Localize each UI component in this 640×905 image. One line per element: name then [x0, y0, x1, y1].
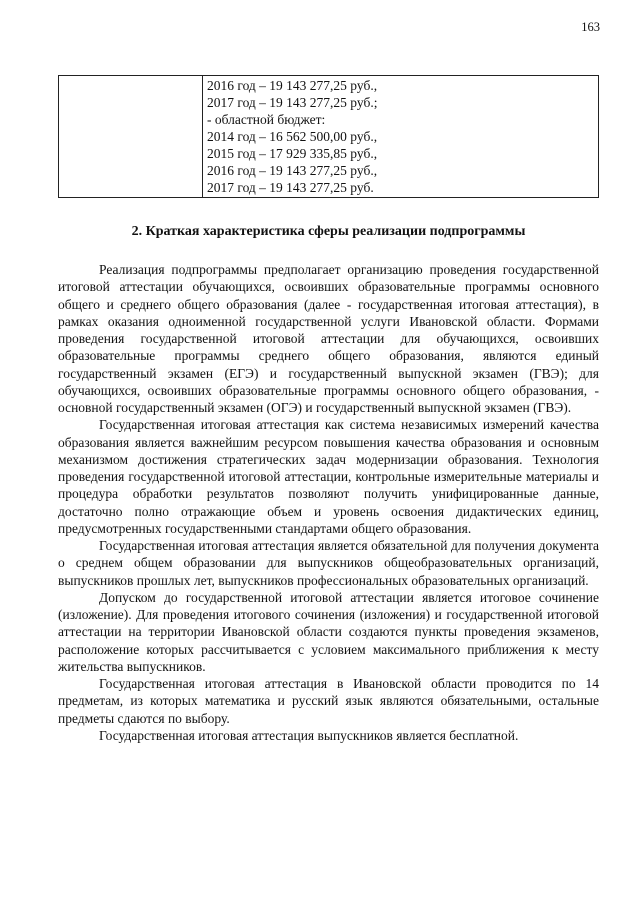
paragraph: Допуском до государственной итоговой аттестации является итоговое сочинение (изложение). Для проведения итогового сочинения (изложения) и государственной итоговой аттестации на территории Ивановской области создаются пункты проведения экзаменов, расположение которых рассчитывается с условием максимального приближения к месту жительства выпускников. [58, 589, 599, 674]
funding-line: - областной бюджет: [207, 112, 326, 127]
funding-line: 2017 год – 19 143 277,25 руб. [207, 180, 374, 195]
section-body [58, 261, 599, 744]
paragraph: Государственная итоговая аттестация как система независимых измерений качества образования является важнейшим ресурсом повышения качества образования и основным механизмом достижения стратегических задач модернизации образования. Технология проведения государственной итоговой аттестации, контрольные измерительные материалы и процедура обработки результатов позволяют получить унифицированные данные, достаточно полно отражающие объем и уровень освоения дидактических единиц, предусмотренных государственными стандартами общего образования. [58, 417, 599, 536]
funding-line: 2016 год – 19 143 277,25 руб., [207, 78, 378, 93]
funding-line: 2017 год – 19 143 277,25 руб.; [207, 95, 378, 110]
section-heading: 2. Краткая характеристика сферы реализации подпрограммы [131, 224, 526, 239]
budget-table [58, 75, 599, 198]
budget-table-funding-cell [203, 76, 599, 198]
funding-line: 2015 год – 17 929 335,85 руб., [207, 146, 378, 161]
paragraph: Государственная итоговая аттестация в Ивановской области проводится по 14 предметам, из которых математика и русский язык являются обязательными, остальные предметы сдаются по выбору. [58, 676, 599, 726]
paragraph: Реализация подпрограммы предполагает организацию проведения государственной итоговой аттестации обучающихся, освоивших образовательные программы основного общего и среднего общего образования (далее - государственная итоговая аттестация), в рамках оказания одноименной государственной услуги Ивановской области. Формами проведения государственной итоговой аттестации для обучающихся, освоивших образовательные программы среднего общего образования, являются единый государственный экзамен (ЕГЭ) и государственный выпускной экзамен (ГВЭ); для обучающихся, освоивших образовательные программы основного общего образования, - основной государственный экзамен (ОГЭ) и государственный выпускной экзамен (ГВЭ). [58, 262, 599, 415]
funding-line: 2014 год – 16 562 500,00 руб., [207, 129, 378, 144]
page-number: 163 [581, 20, 600, 34]
paragraph: Государственная итоговая аттестация является обязательной для получения документа о среднем общем образовании для выпускников общеобразовательных организаций, выпускников прошлых лет, выпускников профессиональных образовательных организаций. [58, 538, 599, 588]
paragraph: Государственная итоговая аттестация выпускников является бесплатной. [99, 727, 519, 743]
budget-table-row [59, 76, 599, 198]
funding-line: 2016 год – 19 143 277,25 руб., [207, 163, 378, 178]
budget-table-label-cell [59, 76, 203, 198]
